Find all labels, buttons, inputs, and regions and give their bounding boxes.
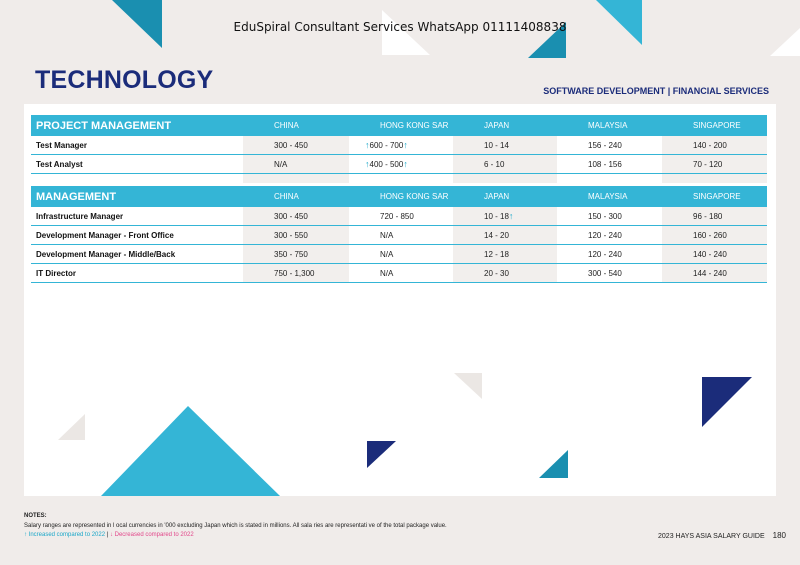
table-row xyxy=(31,136,767,155)
salary-cell: 6 - 10 xyxy=(453,155,557,174)
role-name: IT Director xyxy=(31,264,243,283)
salary-cell xyxy=(349,136,453,155)
salary-cell: N/A xyxy=(349,226,453,245)
salary-cell: 14 - 20 xyxy=(453,226,557,245)
role-name: Development Manager - Front Office xyxy=(31,226,243,245)
salary-value: 400 - 500 xyxy=(369,160,404,169)
column-header: MALAYSIA xyxy=(557,186,662,207)
salary-cell: 12 - 18 xyxy=(453,245,557,264)
navy-right-triangle xyxy=(702,377,752,427)
notes-text: Salary ranges are represented in l ocal currencies in '000 excluding Japan which is stated in millions. All sala ries are representati ve of the total package value. xyxy=(24,522,447,529)
salary-cell: 70 - 120 xyxy=(662,155,767,174)
salary-cell: N/A xyxy=(243,155,349,174)
column-header: CHINA xyxy=(243,115,349,136)
increase-arrow-icon: ↑ xyxy=(403,140,408,150)
column-header: JAPAN xyxy=(453,186,557,207)
big-teal-triangle xyxy=(101,406,280,496)
notes-heading: NOTES: xyxy=(24,513,47,519)
legend-separator: | xyxy=(106,532,109,538)
teal-small-triangle xyxy=(539,450,568,478)
salary-value: 600 - 700 xyxy=(369,141,404,150)
table-row xyxy=(31,226,767,245)
salary-value: 10 - 18 xyxy=(484,212,509,221)
column-header: HONG KONG SAR xyxy=(349,115,453,136)
column-header: SINGAPORE xyxy=(662,115,767,136)
notes-section xyxy=(24,512,447,541)
salary-cell: 300 - 450 xyxy=(243,207,349,226)
salary-cell: 144 - 240 xyxy=(662,264,767,283)
navy-small-triangle xyxy=(367,441,396,468)
table-row xyxy=(31,264,767,283)
page-number: 180 xyxy=(772,531,786,540)
salary-cell: 10 - 14 xyxy=(453,136,557,155)
salary-cell: 120 - 240 xyxy=(557,226,662,245)
salary-cell: 120 - 240 xyxy=(557,245,662,264)
column-header: HONG KONG SAR xyxy=(349,186,453,207)
salary-cell xyxy=(453,207,557,226)
guide-title: 2023 HAYS ASIA SALARY GUIDE xyxy=(658,533,765,540)
increase-arrow-icon: ↑ xyxy=(508,211,514,221)
decrease-legend: ↓ Decreased compared to 2022 xyxy=(109,532,194,538)
table-row xyxy=(31,207,767,226)
management-table xyxy=(31,186,767,283)
salary-cell: 300 - 450 xyxy=(243,136,349,155)
increase-legend: ↑ Increased compared to 2022 xyxy=(24,532,106,538)
beige-triangle xyxy=(454,373,482,399)
salary-cell: 140 - 200 xyxy=(662,136,767,155)
salary-cell: 108 - 156 xyxy=(557,155,662,174)
salary-cell: 300 - 550 xyxy=(243,226,349,245)
increase-arrow-icon: ↑ xyxy=(365,140,370,150)
light-triangle-left xyxy=(58,414,85,440)
salary-cell: 150 - 300 xyxy=(557,207,662,226)
salary-cell: 96 - 180 xyxy=(662,207,767,226)
increase-arrow-icon: ↑ xyxy=(403,159,408,169)
table-header-row xyxy=(31,186,767,207)
section-title: MANAGEMENT xyxy=(31,186,243,207)
page-title: TECHNOLOGY xyxy=(35,66,214,94)
section-title: PROJECT MANAGEMENT xyxy=(31,115,243,136)
table-header-row xyxy=(31,115,767,136)
salary-cell: N/A xyxy=(349,245,453,264)
column-header: CHINA xyxy=(243,186,349,207)
salary-cell: 750 - 1,300 xyxy=(243,264,349,283)
spacer-row xyxy=(31,174,767,184)
role-name: Infrastructure Manager xyxy=(31,207,243,226)
column-header: JAPAN xyxy=(453,115,557,136)
salary-cell: 140 - 240 xyxy=(662,245,767,264)
table-row xyxy=(31,245,767,264)
salary-cell: 20 - 30 xyxy=(453,264,557,283)
page-footer xyxy=(658,531,786,540)
role-name: Development Manager - Middle/Back xyxy=(31,245,243,264)
salary-cell: N/A xyxy=(349,264,453,283)
salary-cell: 160 - 260 xyxy=(662,226,767,245)
watermark-text: EduSpiral Consultant Services WhatsApp 01111408838 xyxy=(233,20,567,34)
increase-arrow-icon: ↑ xyxy=(365,159,370,169)
salary-cell: 350 - 750 xyxy=(243,245,349,264)
column-header: MALAYSIA xyxy=(557,115,662,136)
table-row xyxy=(31,155,767,174)
salary-cell xyxy=(349,155,453,174)
salary-cell: 300 - 540 xyxy=(557,264,662,283)
salary-cell: 720 - 850 xyxy=(349,207,453,226)
column-header: SINGAPORE xyxy=(662,186,767,207)
role-name: Test Analyst xyxy=(31,155,243,174)
salary-cell: 156 - 240 xyxy=(557,136,662,155)
legend-line xyxy=(24,531,447,541)
page-subtitle: SOFTWARE DEVELOPMENT | FINANCIAL SERVICES xyxy=(543,86,769,96)
project-management-table xyxy=(31,115,767,183)
role-name: Test Manager xyxy=(31,136,243,155)
